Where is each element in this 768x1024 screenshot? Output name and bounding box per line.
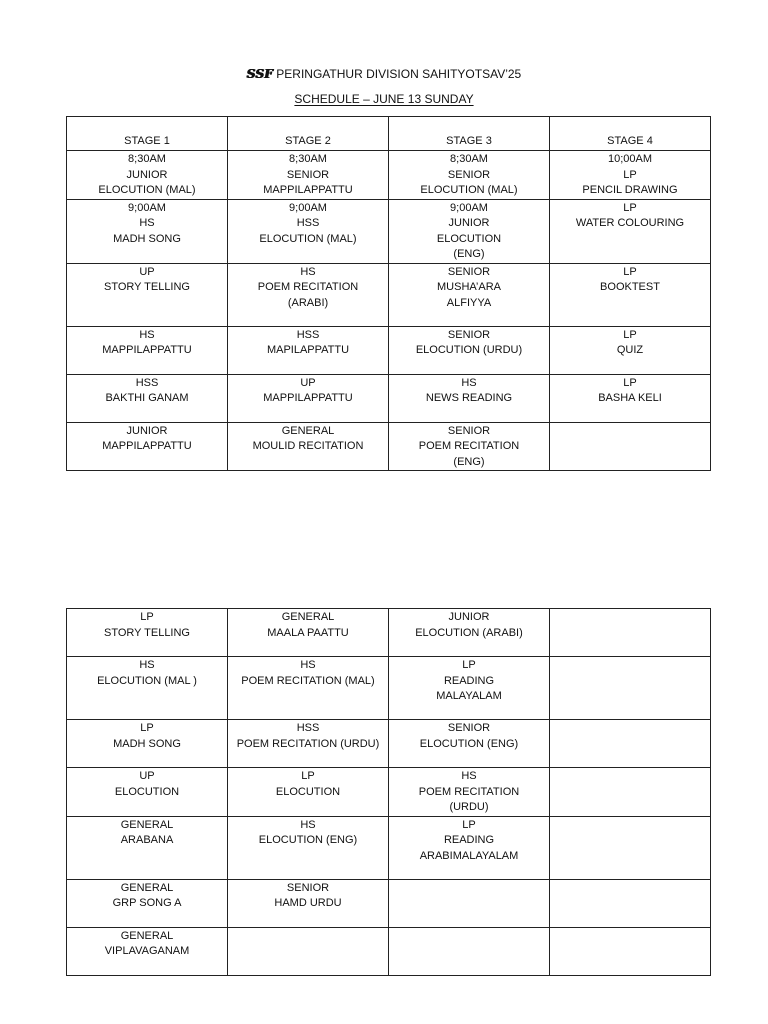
cell-line: MALAYALAM bbox=[436, 690, 502, 702]
cell-line: POEM RECITATION bbox=[418, 785, 520, 798]
table-cell bbox=[228, 374, 389, 422]
table-row bbox=[67, 374, 711, 422]
cell-line: JUNIOR bbox=[126, 424, 168, 437]
cell-line: POEM RECITATION bbox=[418, 440, 520, 452]
table-cell bbox=[67, 326, 228, 374]
cell-line: PENCIL DRAWING bbox=[582, 184, 678, 196]
cell-line: 8;30AM bbox=[128, 153, 166, 165]
cell-line: GENERAL bbox=[120, 881, 174, 894]
cell-line: HS bbox=[461, 376, 477, 389]
table-cell bbox=[67, 927, 228, 975]
cell-line: STAGE 2 bbox=[285, 134, 331, 147]
schedule-table-1 bbox=[66, 116, 711, 471]
table-cell bbox=[228, 263, 389, 326]
table-row bbox=[67, 657, 711, 720]
table-cell bbox=[550, 326, 711, 374]
cell-line: ELOCUTION (ARABI) bbox=[415, 626, 523, 639]
table-row bbox=[67, 879, 711, 927]
table-row bbox=[67, 609, 711, 657]
table-cell bbox=[67, 199, 228, 263]
cell-line: SENIOR bbox=[447, 168, 491, 181]
cell-line: STAGE 4 bbox=[607, 134, 653, 147]
table-cell bbox=[67, 422, 228, 471]
table-cell bbox=[67, 609, 228, 657]
cell-line: UP bbox=[139, 770, 155, 782]
table-row bbox=[67, 199, 711, 263]
table-cell bbox=[67, 374, 228, 422]
cell-line: ELOCUTION bbox=[114, 785, 180, 798]
table-cell bbox=[550, 263, 711, 326]
cell-line: ELOCUTION (URDU) bbox=[415, 344, 523, 356]
table-cell bbox=[550, 199, 711, 263]
cell-line: ALFIYYA bbox=[446, 296, 492, 309]
cell-line: UP bbox=[300, 376, 316, 389]
cell-line: MAPPILAPPATTU bbox=[102, 344, 192, 356]
cell-line: SENIOR bbox=[286, 881, 330, 894]
table-row bbox=[67, 263, 711, 326]
cell-line bbox=[391, 118, 547, 134]
ssf-logo: SSF bbox=[246, 67, 274, 81]
cell-line: HS bbox=[139, 659, 155, 671]
page-title bbox=[0, 66, 768, 82]
schedule-table-2 bbox=[66, 608, 711, 976]
cell-line: VIPLAVAGANAM bbox=[104, 945, 190, 957]
table-cell bbox=[389, 657, 550, 720]
cell-line: ELOCUTION (MAL) bbox=[420, 184, 518, 196]
table-cell bbox=[228, 199, 389, 263]
cell-line: LP bbox=[140, 611, 154, 623]
cell-line: (ARABI) bbox=[287, 296, 329, 309]
cell-line: GENERAL bbox=[281, 424, 335, 437]
table-cell bbox=[389, 151, 550, 200]
cell-line: LP bbox=[623, 328, 637, 341]
cell-line: GENERAL bbox=[281, 611, 335, 623]
cell-line: ELOCUTION (MAL) bbox=[259, 232, 357, 245]
cell-line: ELOCUTION (ENG) bbox=[258, 834, 358, 846]
table-cell bbox=[389, 609, 550, 657]
table-cell bbox=[67, 768, 228, 817]
table-row bbox=[67, 422, 711, 471]
cell-line: (ENG) bbox=[453, 455, 485, 468]
cell-line: MAPPILAPPATTU bbox=[263, 184, 353, 196]
cell-line bbox=[230, 118, 386, 134]
cell-line: SENIOR bbox=[286, 168, 330, 181]
table-cell bbox=[550, 374, 711, 422]
cell-line: STORY TELLING bbox=[103, 626, 190, 639]
table-cell bbox=[228, 657, 389, 720]
cell-line: HSS bbox=[296, 328, 320, 341]
cell-line: (ENG) bbox=[453, 248, 485, 260]
table-row bbox=[67, 326, 711, 374]
table-cell bbox=[389, 326, 550, 374]
page-subtitle: SCHEDULE – JUNE 13 SUNDAY bbox=[294, 92, 474, 106]
table-cell bbox=[228, 609, 389, 657]
cell-line: LP bbox=[462, 818, 476, 831]
cell-line: LP bbox=[623, 265, 637, 278]
cell-line: SENIOR bbox=[447, 328, 491, 341]
cell-line: SENIOR bbox=[447, 722, 491, 734]
cell-line: (URDU) bbox=[449, 801, 489, 813]
cell-line: MAPPILAPPATTU bbox=[263, 392, 353, 404]
table-cell bbox=[67, 720, 228, 768]
cell-line: HAMD URDU bbox=[274, 897, 342, 909]
cell-line: HSS bbox=[135, 376, 159, 389]
cell-line: LP bbox=[623, 201, 637, 214]
cell-line: MAALA PAATTU bbox=[267, 626, 349, 639]
cell-line: HSS bbox=[296, 722, 320, 734]
table-cell bbox=[67, 263, 228, 326]
table-row bbox=[67, 720, 711, 768]
cell-line: NEWS READING bbox=[425, 392, 513, 404]
cell-line: JUNIOR bbox=[126, 168, 168, 181]
cell-line: STAGE 3 bbox=[446, 134, 492, 147]
cell-line: LP bbox=[140, 722, 154, 734]
table-cell bbox=[228, 422, 389, 471]
cell-line: HSS bbox=[296, 217, 320, 229]
table-cell bbox=[67, 151, 228, 200]
cell-line: 10;00AM bbox=[607, 153, 653, 165]
cell-line: ELOCUTION bbox=[436, 232, 502, 245]
table-cell bbox=[550, 422, 711, 471]
title-text: PERINGATHUR DIVISION SAHITYOTSAV’25 bbox=[276, 67, 522, 81]
table-cell bbox=[550, 927, 711, 975]
table-cell bbox=[67, 117, 228, 151]
table-cell bbox=[228, 117, 389, 151]
cell-line: HS bbox=[300, 818, 316, 831]
table-cell bbox=[550, 768, 711, 817]
cell-line: ARABIMALAYALAM bbox=[419, 849, 519, 862]
cell-line: MADH SONG bbox=[113, 232, 181, 245]
table-row bbox=[67, 816, 711, 879]
cell-line: GENERAL bbox=[120, 929, 174, 942]
cell-line: ELOCUTION (ENG) bbox=[419, 737, 519, 750]
table-row bbox=[67, 768, 711, 817]
table-cell bbox=[389, 199, 550, 263]
table-cell bbox=[389, 374, 550, 422]
table-cell bbox=[389, 117, 550, 151]
cell-line: LP bbox=[623, 376, 637, 389]
cell-line: HS bbox=[139, 217, 155, 229]
cell-line: BASHA KELI bbox=[598, 392, 662, 404]
cell-line: READING bbox=[443, 834, 495, 846]
table-cell bbox=[389, 720, 550, 768]
cell-line: STAGE 1 bbox=[124, 134, 170, 147]
cell-line: ELOCUTION (MAL ) bbox=[97, 674, 197, 687]
table-cell bbox=[67, 657, 228, 720]
cell-line: POEM RECITATION (URDU) bbox=[236, 737, 380, 750]
table-cell bbox=[228, 816, 389, 879]
cell-line: GENERAL bbox=[120, 818, 174, 831]
cell-line bbox=[69, 118, 225, 134]
cell-line: HS bbox=[300, 659, 316, 671]
table-cell bbox=[550, 657, 711, 720]
cell-line: MOULID RECITATION bbox=[252, 440, 364, 452]
cell-line: LP bbox=[462, 659, 476, 671]
cell-line: 8;30AM bbox=[289, 153, 327, 165]
cell-line bbox=[552, 118, 708, 134]
cell-line: QUIZ bbox=[616, 344, 644, 356]
table-cell bbox=[550, 117, 711, 151]
table-cell bbox=[228, 151, 389, 200]
cell-line: READING bbox=[443, 674, 495, 687]
cell-line: JUNIOR bbox=[448, 611, 490, 623]
cell-line: JUNIOR bbox=[448, 217, 490, 229]
cell-line: MADH SONG bbox=[113, 737, 181, 750]
table-cell bbox=[228, 927, 389, 975]
table-cell bbox=[228, 879, 389, 927]
cell-line: LP bbox=[623, 168, 637, 181]
table-cell bbox=[550, 609, 711, 657]
cell-line: ARABANA bbox=[120, 834, 174, 846]
cell-line: POEM RECITATION (MAL) bbox=[241, 674, 375, 687]
table-cell bbox=[228, 720, 389, 768]
table-row bbox=[67, 117, 711, 151]
cell-line: HS bbox=[139, 328, 155, 341]
cell-line: 8;30AM bbox=[450, 153, 488, 165]
cell-line: 9;00AM bbox=[128, 201, 166, 214]
table-cell bbox=[67, 816, 228, 879]
table-cell bbox=[389, 879, 550, 927]
table-cell bbox=[228, 768, 389, 817]
table-cell bbox=[550, 816, 711, 879]
cell-line: ELOCUTION (MAL) bbox=[98, 184, 196, 196]
table-cell bbox=[389, 927, 550, 975]
table-cell bbox=[550, 151, 711, 200]
cell-line: LP bbox=[301, 770, 315, 782]
table-cell bbox=[550, 879, 711, 927]
cell-line: 9;00AM bbox=[289, 201, 327, 214]
cell-line: UP bbox=[139, 265, 155, 278]
cell-line: MUSHA’ARA bbox=[437, 281, 501, 293]
cell-line: BAKTHI GANAM bbox=[105, 392, 189, 404]
table-cell bbox=[228, 326, 389, 374]
table-cell bbox=[389, 422, 550, 471]
table-cell bbox=[389, 768, 550, 817]
cell-line: BOOKTEST bbox=[600, 281, 660, 293]
cell-line: ELOCUTION bbox=[275, 785, 341, 798]
cell-line: WATER COLOURING bbox=[575, 217, 685, 229]
cell-line: SENIOR bbox=[447, 265, 491, 278]
table-row bbox=[67, 927, 711, 975]
cell-line: POEM RECITATION bbox=[257, 281, 359, 293]
cell-line: SENIOR bbox=[447, 424, 491, 437]
cell-line: MAPPILAPPATTU bbox=[102, 440, 192, 452]
table-cell bbox=[550, 720, 711, 768]
cell-line: 9;00AM bbox=[450, 201, 488, 214]
table-cell bbox=[389, 263, 550, 326]
cell-line: HS bbox=[300, 265, 316, 278]
table-cell bbox=[389, 816, 550, 879]
cell-line: HS bbox=[461, 770, 477, 782]
table-cell bbox=[67, 879, 228, 927]
cell-line: STORY TELLING bbox=[103, 281, 190, 293]
table-row bbox=[67, 151, 711, 200]
cell-line: MAPILAPPATTU bbox=[266, 344, 350, 356]
cell-line: GRP SONG A bbox=[112, 897, 182, 909]
